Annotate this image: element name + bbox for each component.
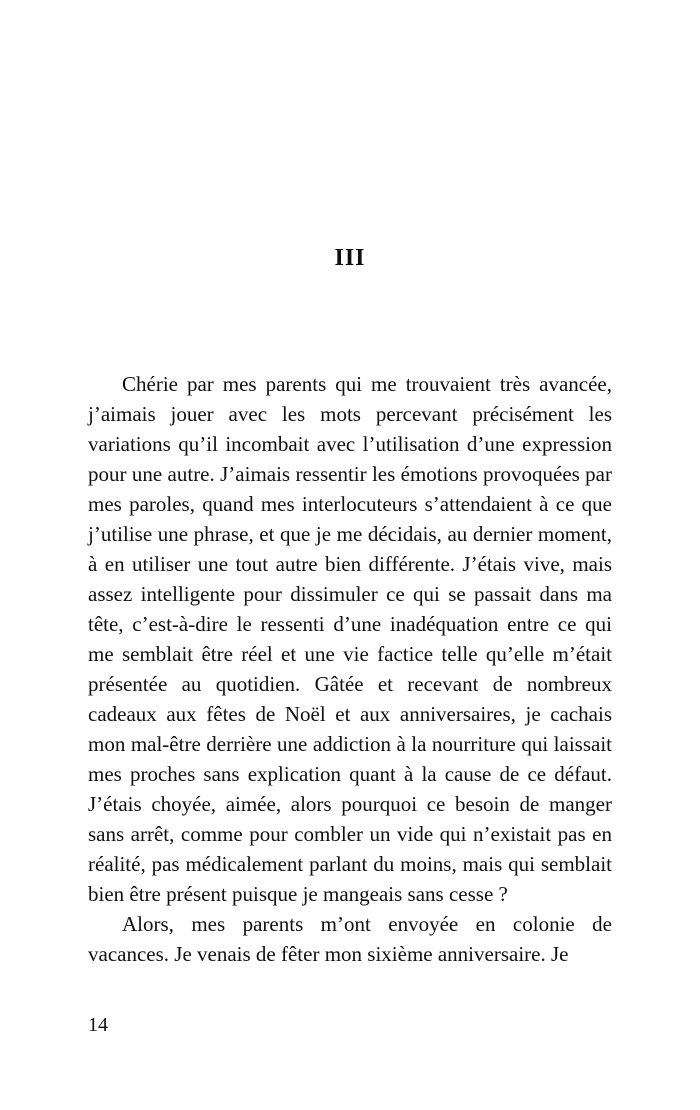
paragraph: Alors, mes parents m’ont envoyée en colonie de vacances. Je venais de fêter mon sixième anniversaire. Je bbox=[88, 912, 612, 966]
body-text bbox=[88, 369, 612, 969]
paragraph: Chérie par mes parents qui me trouvaient très avancée, j’aimais jouer avec les mots percevant précisément les variations qu’il incombait avec l’utilisation d’une expression pour une autre. J’aimais ressentir les émotions provoquées par mes paroles, quand mes interlocuteurs s’attendaient à ce que j’utilise une phrase, et que je me décidais, au dernier moment, à en utiliser une tout autre bien différente. J’étais vive, mais assez intelligente pour dissimuler ce qui se passait dans ma tête, c’est-à-dire le ressenti d’une inadéquation entre ce qui me semblait être réel et une vie factice telle qu’elle m’était présentée au quotidien. Gâtée et recevant de nombreux cadeaux aux fêtes de Noël et aux anniversaires, je cachais mon mal-être derrière une addiction à la nourriture qui laissait mes proches sans explication quant à la cause de ce défaut. J’étais choyée, aimée, alors pourquoi ce besoin de manger sans arrêt, comme pour combler un vide qui n’existait pas en réalité, pas médicalement parlant du moins, mais qui semblait bien être présent puisque je mangeais sans cesse ? bbox=[88, 372, 612, 906]
chapter-heading: III bbox=[334, 245, 366, 271]
page-number: 14 bbox=[88, 1014, 108, 1036]
